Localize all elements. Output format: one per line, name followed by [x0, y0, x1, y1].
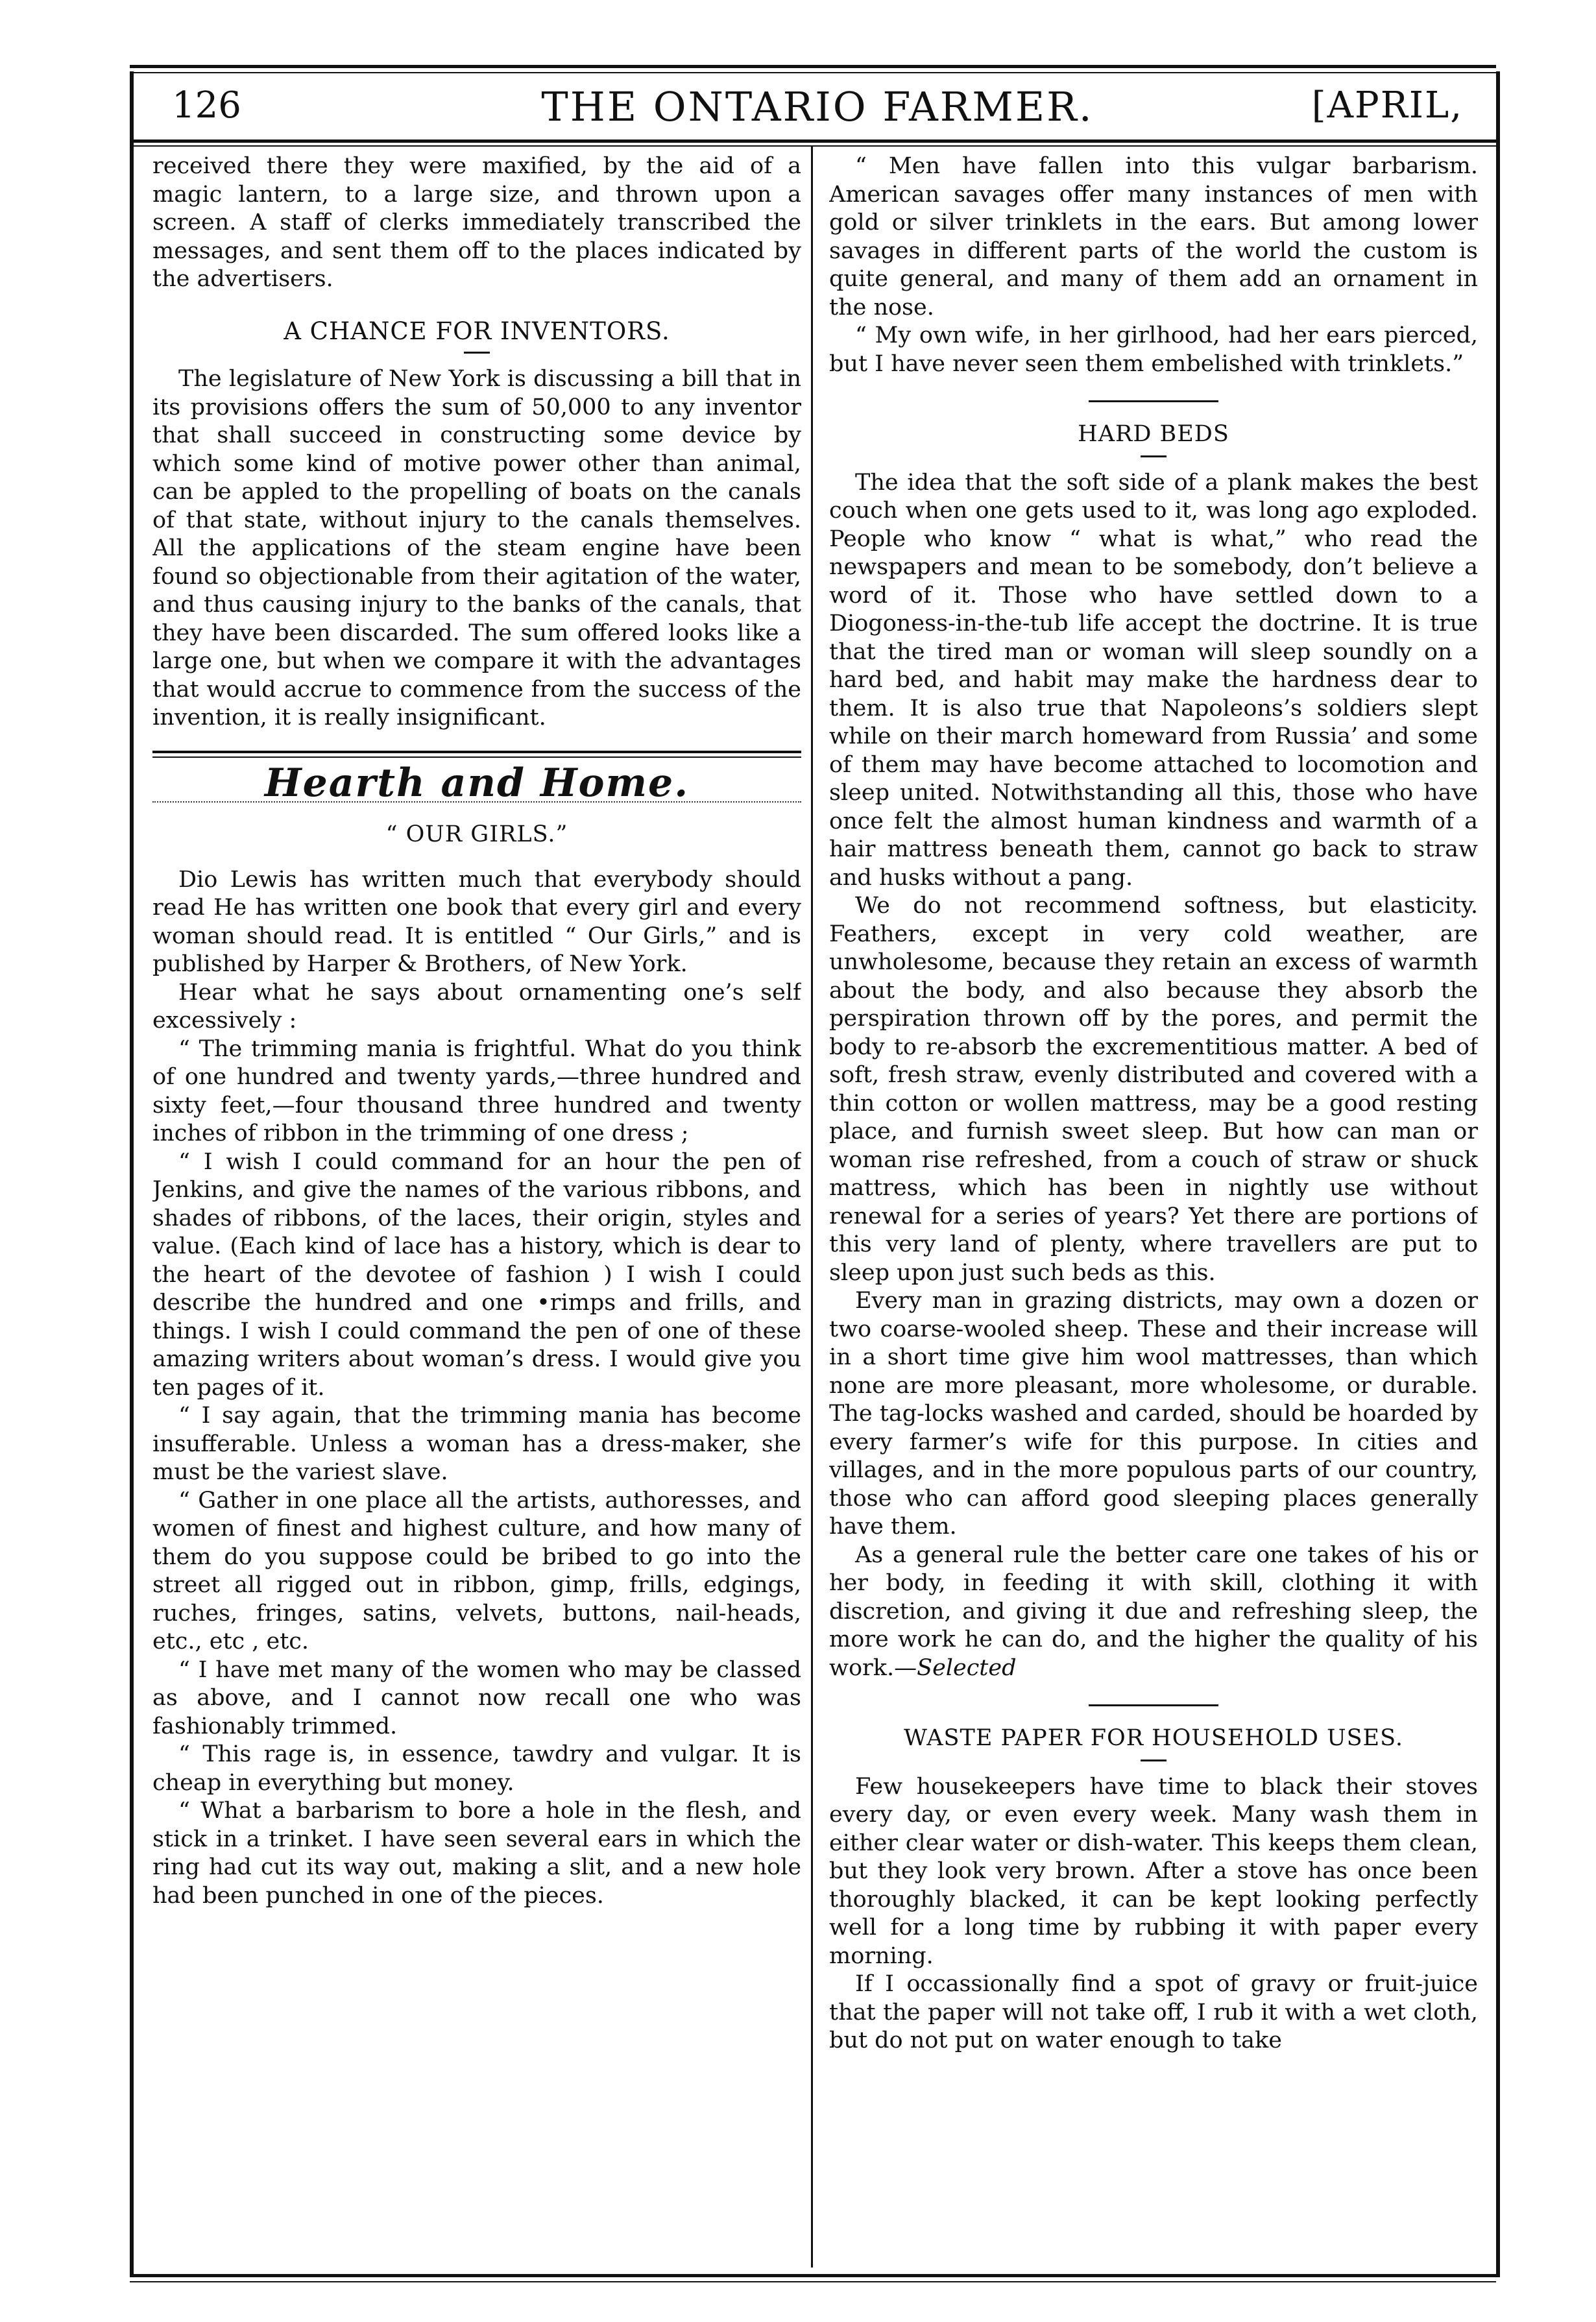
hard-beds-paragraph: We do not recommend softness, but elasticity. Feathers, except in very cold weather, are unwholesome, because they retain an excess of warmth about the body, and also because they absorb the perspiration thrown off by the pores, and permit the body to re-absorb the excrementitious matter. A bed of soft, fresh straw, evenly distributed and covered with a thin cotton or wollen mattress, may be a good resting place, and furnish sweet sleep. But how can man or woman rise refreshed, from a couch of straw or shuck mattress, which has been in nightly use without renewal for a series of years? Yet there are portions of this very land of plenty, where travellers are put to sleep upon just such beds as this.	[829, 893, 1478, 1286]
page-header	[159, 78, 1476, 136]
section-separator-rule	[1089, 400, 1218, 402]
hearth-and-home-heading: Hearth and Home.	[264, 760, 690, 806]
our-girls-paragraph: “ What a barbarism to bore a hole in the flesh, and stick in a trinket. I have seen several ears in which the ring had cut its way out, making a slit, and a new hole had been punched in one of the pieces.	[152, 1798, 801, 1909]
heading-rule	[1141, 1760, 1167, 1761]
journal-title: THE ONTARIO FARMER.	[541, 83, 1094, 130]
right-column	[829, 152, 1478, 2264]
our-girls-heading: “ OUR GIRLS.”	[385, 821, 568, 847]
left-column	[152, 152, 801, 2264]
our-girls-paragraph: “ I say again, that the trimming mania has become insufferable. Unless a woman has a dress-maker, she must be the variest slave.	[152, 1403, 801, 1485]
inventors-paragraph: The legislature of New York is discussing a bill that in its provisions offers the sum of 50,000 to any inventor that shall succeed in constructing some device by which some kind of motive power other than animal, can be appled to the propelling of boats on the canals of that state, without injury to the canals themselves. All the applications of the steam engine have been found so objectionable from their agitation of the water, and thus causing injury to the banks of the canals, that they have been discarded. The sum offered looks like a large one, but when we compare it with the advantages that would accrue to commence from the success of the invention, it is really insignificant.	[152, 366, 801, 731]
continued-paragraph: “ My own wife, in her girlhood, had her ears pierced, but I have never seen them embelished with trinklets.”	[829, 322, 1478, 377]
bottom-double-rule	[130, 2274, 1496, 2282]
waste-paper-paragraph: If I occassionally find a spot of gravy or fruit-juice that the paper will not take off, I rub it with a wet cloth, but do not put on water enough to take	[829, 1971, 1478, 2053]
column-divider	[811, 146, 813, 2268]
continued-paragraph: “ Men have fallen into this vulgar barbarism. American savages offer many instances of men with gold or silver trinklets in the ears. But among lower savages in different parts of the world the custom is quite general, and many of them add an ornament in the nose.	[829, 153, 1478, 320]
our-girls-paragraph: “ This rage is, in essence, tawdry and vulgar. It is cheap in everything but money.	[152, 1741, 801, 1796]
hard-beds-paragraph: The idea that the soft side of a plank makes the best couch when one gets used to it, was long ago exploded. People who know “ what is what,” who read the newspapers and mean to be somebody, don’t believe a word of it. Those who have settled down to a Diogoness-in-the-tub life accept the doctrine. It is true that the tired man or woman will sleep soundly on a hard bed, and habit may make the hardness dear to them. It is also true that Napoleons’s soldiers slept while on their march homeward from Russia’ and some of them may have become attached to locomotion and sleep united. Notwithstanding all this, those who have once felt the almost human kindness and warmth of a hair mattress beneath them, cannot go back to straw and husks without a pang.	[829, 469, 1478, 891]
our-girls-paragraph: Hear what he says about ornamenting one’s self excessively :	[152, 979, 801, 1034]
section-double-rule	[152, 751, 801, 758]
spacer	[152, 852, 801, 866]
our-girls-paragraph: “ I wish I could command for an hour the pen of Jenkins, and give the names of the various ribbons, and shades of ribbons, of the laces, their origin, styles and value. (Each kind of lace has a history, which is dear to the heart of the devotee of fashion ) I wish I could describe the hundred and one •rimps and frills, and things. I wish I could command the pen of one of these amazing writers about woman’s dress. I would give you ten pages of it.	[152, 1148, 801, 1401]
hard-beds-paragraph: Every man in grazing districts, may own a dozen or two coarse-wooled sheep. These and their increase will in a short time give him wool mattresses, than which none are more pleasant, more wholesome, or durable. The tag-locks washed and carded, should be hoarded by every farmer’s wife for this purpose. In cities and villages, and in the more populous parts of our country, those who can afford good sleeping places generally have them.	[829, 1288, 1478, 1540]
page-number: 126	[172, 84, 241, 127]
our-girls-paragraph: “ The trimming mania is frightful. What do you think of one hundred and twenty yards,—three hundred and sixty feet,—four thousand three hundred and twenty inches of ribbon in the trimming of one dress ;	[152, 1035, 801, 1146]
section-separator-rule	[1089, 1704, 1218, 1706]
inventors-heading: A CHANCE FOR INVENTORS.	[284, 317, 670, 345]
our-girls-paragraph: Dio Lewis has written much that everybody should read He has written one book that every girl and every woman should read. It is entitled “ Our Girls,” and is published by Harper & Brothers, of New York.	[152, 866, 801, 977]
hard-beds-closing-paragraph	[829, 1542, 1478, 1683]
source-signature: Selected	[917, 1654, 1017, 1681]
header-rule	[130, 139, 1496, 147]
heading-rule	[1141, 455, 1167, 457]
waste-paper-paragraph: Few housekeepers have time to black their stoves every day, or even every week. Many wash them in either clear water or dish-water. This keeps them clean, but they look very brown. After a stove has once been thoroughly blacked, it can be kept looking perfectly well for a long time by rubbing it with paper every morning.	[829, 1773, 1478, 1969]
waste-paper-heading: WASTE PAPER FOR HOUSEHOLD USES.	[904, 1725, 1403, 1751]
hard-beds-heading: HARD BEDS	[1078, 421, 1229, 447]
heading-rule	[464, 352, 490, 354]
our-girls-paragraph: “ I have met many of the women who may be classed as above, and I cannot now recall one who was fashionably trimmed.	[152, 1656, 801, 1739]
closing-text: As a general rule the better care one takes of his or her body, in feeding it with skill, clothing it with discretion, and giving it due and refreshing sleep, the more work he can do, and the higher the quality of his work.—	[829, 1542, 1478, 1681]
intro-paragraph: received there they were maxified, by the aid of a magic lantern, to a large size, and thrown upon a screen. A staff of clerks immediately transcribed the messages, and sent them off to the places indicated by the advertisers.	[152, 153, 801, 292]
our-girls-paragraph: “ Gather in one place all the artists, authoresses, and women of finest and highest culture, and how many of them do you suppose could be bribed to go into the street all rigged out in ribbon, gimp, frills, edgings, ruches, fringes, satins, velvets, buttons, nail-heads, etc., etc , etc.	[152, 1487, 801, 1654]
issue-month: [APRIL,	[1311, 84, 1463, 127]
